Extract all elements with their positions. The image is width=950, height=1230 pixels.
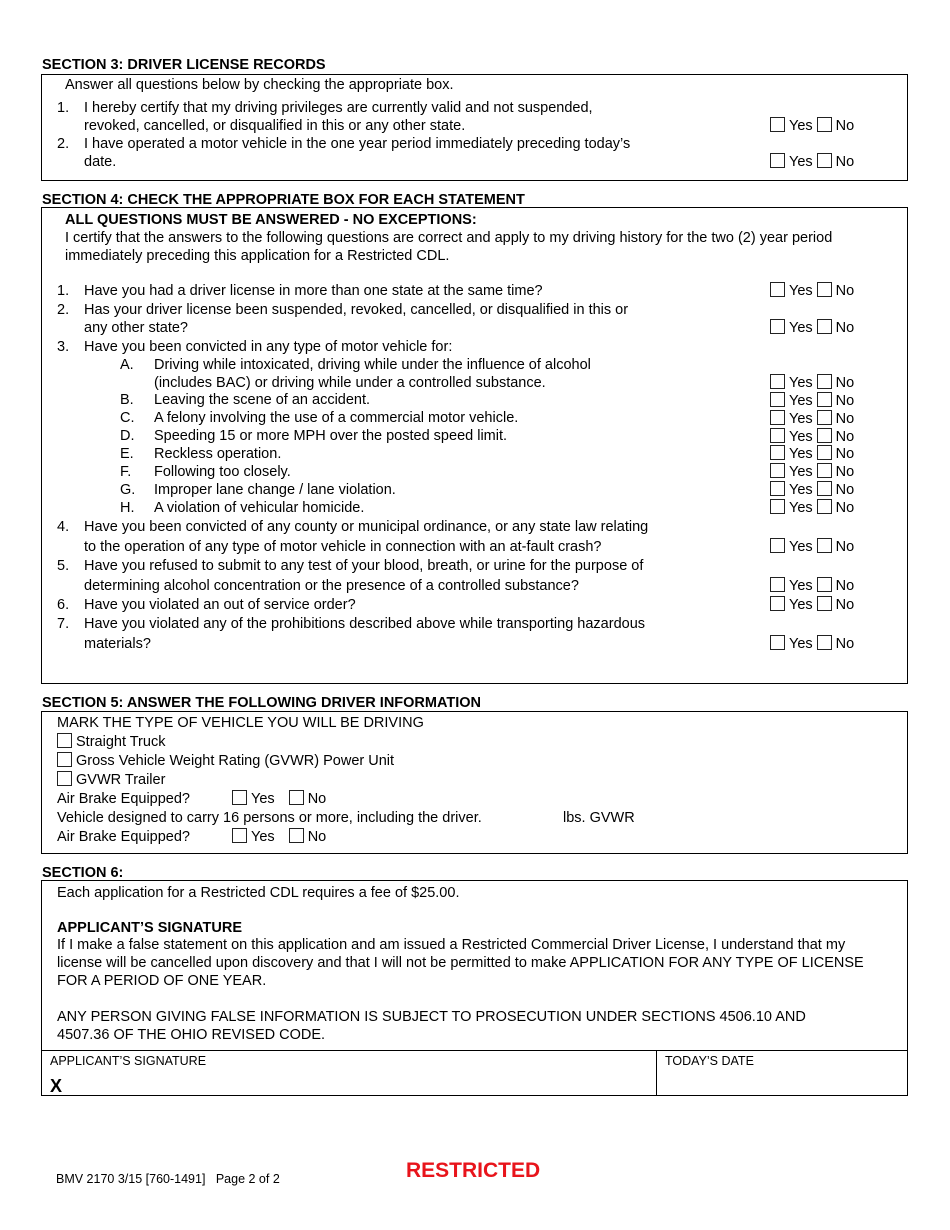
no-label: No [835, 482, 855, 498]
s4-q6-answer [770, 596, 858, 614]
yes-label: Yes [251, 791, 275, 807]
no-label: No [307, 791, 327, 807]
date-field[interactable] [660, 1068, 906, 1094]
yes-label: Yes [251, 829, 275, 845]
false-statement-line2: license will be cancelled upon discovery and that I will not be permitted to make APPLICATION FOR ANY TYPE OF LICENSE [57, 955, 864, 971]
s3-q1-line1: I hereby certify that my driving privileges are currently valid and not suspended, [84, 100, 593, 116]
no-checkbox[interactable] [817, 596, 832, 611]
no-label: No [835, 411, 855, 427]
yes-checkbox[interactable] [770, 374, 785, 389]
yes-checkbox[interactable] [770, 428, 785, 443]
no-checkbox[interactable] [817, 538, 832, 553]
prosecution-warning-line1: ANY PERSON GIVING FALSE INFORMATION IS SUBJECT TO PROSECUTION UNDER SECTIONS 4506.10 AND [57, 1009, 806, 1025]
s4-q2-answer [770, 319, 858, 337]
s4-q3-sub-letter: C. [120, 410, 135, 426]
yes-checkbox[interactable] [232, 828, 247, 843]
yes-checkbox[interactable] [770, 596, 785, 611]
no-label: No [307, 829, 327, 845]
no-label: No [835, 118, 855, 134]
no-label: No [835, 283, 855, 299]
section4-certify-line1: I certify that the answers to the following questions are correct and apply to my driving history for the two (2) year period [65, 230, 833, 246]
s4-q3f-answer [770, 463, 858, 481]
no-label: No [835, 500, 855, 516]
section4-title: SECTION 4: CHECK THE APPROPRIATE BOX FOR EACH STATEMENT [42, 192, 525, 208]
no-label: No [835, 636, 855, 652]
yes-label: Yes [789, 482, 813, 498]
yes-checkbox[interactable] [770, 463, 785, 478]
no-label: No [835, 578, 855, 594]
section6-title: SECTION 6: [42, 865, 124, 881]
false-statement-line1: If I make a false statement on this application and am issued a Restricted Commercial Driver License, I understand that my [57, 937, 846, 953]
yes-label: Yes [789, 500, 813, 516]
yes-label: Yes [789, 429, 813, 445]
yes-label: Yes [789, 636, 813, 652]
no-checkbox[interactable] [817, 481, 832, 496]
s4-q6-number: 6. [57, 597, 70, 613]
section4-heading: ALL QUESTIONS MUST BE ANSWERED - NO EXCEPTIONS: [65, 212, 477, 228]
lbs-gvwr-label: lbs. GVWR [563, 810, 635, 826]
yes-label: Yes [789, 375, 813, 391]
s4-q3-sub-letter: G. [120, 482, 136, 498]
gvwr-power-unit-checkbox[interactable] [57, 752, 72, 767]
yes-checkbox[interactable] [770, 282, 785, 297]
no-checkbox[interactable] [289, 828, 304, 843]
yes-checkbox[interactable] [770, 538, 785, 553]
straight-truck-label: Straight Truck [76, 734, 166, 750]
s4-q3-sub-letter: E. [120, 446, 134, 462]
no-label: No [835, 464, 855, 480]
yes-checkbox[interactable] [770, 319, 785, 334]
air-brake-label: Air Brake Equipped? [57, 791, 190, 807]
gvwr-power-unit-label: Gross Vehicle Weight Rating (GVWR) Power Unit [76, 753, 395, 769]
yes-label: Yes [789, 118, 813, 134]
s4-q3-sub-text: Reckless operation. [154, 446, 282, 462]
no-checkbox[interactable] [289, 790, 304, 805]
no-checkbox[interactable] [817, 635, 832, 650]
s3-q1-answer [770, 117, 858, 135]
yes-label: Yes [789, 539, 813, 555]
s4-q3-sub-letter: D. [120, 428, 135, 444]
air-brake-answer-1 [232, 790, 326, 808]
yes-checkbox[interactable] [770, 153, 785, 168]
s4-q3-sub-text: Leaving the scene of an accident. [154, 392, 371, 408]
s4-q3-sub-letter: F. [120, 464, 132, 480]
no-checkbox[interactable] [817, 499, 832, 514]
s4-q7-line1: Have you violated any of the prohibitions described above while transporting hazardous [84, 616, 646, 632]
no-checkbox[interactable] [817, 463, 832, 478]
s4-q3-sub-letter: H. [120, 500, 135, 516]
no-checkbox[interactable] [817, 117, 832, 132]
signature-field-label: APPLICANT’S SIGNATURE [50, 1054, 207, 1068]
s4-q4-line2: to the operation of any type of motor vehicle in connection with an at-fault crash? [84, 539, 602, 555]
s4-q3b-answer [770, 392, 858, 410]
s4-q5-line1: Have you refused to submit to any test of your blood, breath, or urine for the purpose of [84, 558, 644, 574]
no-checkbox[interactable] [817, 374, 832, 389]
no-checkbox[interactable] [817, 319, 832, 334]
s4-q3-sub-text: A violation of vehicular homicide. [154, 500, 365, 516]
s4-q4-line1: Have you been convicted of any county or municipal ordinance, or any state law relating [84, 519, 649, 535]
fee-statement: Each application for a Restricted CDL requires a fee of $25.00. [57, 885, 460, 901]
s4-q7-number: 7. [57, 616, 70, 632]
s4-q4-answer [770, 538, 858, 556]
no-checkbox[interactable] [817, 153, 832, 168]
yes-checkbox[interactable] [770, 117, 785, 132]
s4-q3-sub-letter: B. [120, 392, 134, 408]
persons-statement: Vehicle designed to carry 16 persons or more, including the driver. [57, 810, 482, 826]
yes-label: Yes [789, 597, 813, 613]
s3-q2-answer [770, 153, 858, 171]
yes-checkbox[interactable] [770, 392, 785, 407]
s4-q3h-answer [770, 499, 858, 517]
s4-q3-sub-text: A felony involving the use of a commercial motor vehicle. [154, 410, 519, 426]
s4-q4-number: 4. [57, 519, 70, 535]
s4-q3-number: 3. [57, 339, 70, 355]
section3-title: SECTION 3: DRIVER LICENSE RECORDS [42, 57, 326, 73]
restricted-stamp: RESTRICTED [406, 1159, 541, 1182]
no-checkbox[interactable] [817, 392, 832, 407]
no-label: No [835, 446, 855, 462]
signature-date-divider [656, 1050, 657, 1096]
s3-q2-number: 2. [57, 136, 70, 152]
s4-q3g-answer [770, 481, 858, 499]
yes-label: Yes [789, 393, 813, 409]
s4-q5-number: 5. [57, 558, 70, 574]
s4-q3c-answer [770, 410, 858, 428]
yes-checkbox[interactable] [770, 635, 785, 650]
prosecution-warning-line2: 4507.36 OF THE OHIO REVISED CODE. [57, 1027, 326, 1043]
yes-label: Yes [789, 411, 813, 427]
false-statement-line3: FOR A PERIOD OF ONE YEAR. [57, 973, 267, 989]
s3-q1-line2: revoked, cancelled, or disqualified in this or any other state. [84, 118, 466, 134]
s4-q3-sub-text: Driving while intoxicated, driving while under the influence of alcohol [154, 357, 591, 373]
no-label: No [835, 320, 855, 336]
straight-truck-checkbox[interactable] [57, 733, 72, 748]
yes-checkbox[interactable] [770, 481, 785, 496]
section4-certify-line2: immediately preceding this application for a Restricted CDL. [65, 248, 450, 264]
s3-q1-number: 1. [57, 100, 70, 116]
s4-q1-answer [770, 282, 858, 300]
s4-q3a-answer [770, 374, 858, 392]
yes-checkbox[interactable] [770, 410, 785, 425]
s3-q2-line2: date. [84, 154, 117, 170]
yes-label: Yes [789, 446, 813, 462]
no-label: No [835, 375, 855, 391]
s4-q3e-answer [770, 445, 858, 463]
straight-truck-option [57, 733, 165, 751]
s4-q7-answer [770, 635, 858, 653]
form-id: BMV 2170 3/15 [760-1491] Page 2 of 2 [56, 1172, 280, 1186]
yes-checkbox[interactable] [770, 445, 785, 460]
s4-q2-line1: Has your driver license been suspended, revoked, cancelled, or disqualified in this or [84, 302, 629, 318]
s4-q3-sub-text: Speeding 15 or more MPH over the posted speed limit. [154, 428, 508, 444]
s4-q2-number: 2. [57, 302, 70, 318]
section3-instruction: Answer all questions below by checking the appropriate box. [65, 77, 454, 93]
no-checkbox[interactable] [817, 445, 832, 460]
s4-q3d-answer [770, 428, 858, 446]
no-label: No [835, 539, 855, 555]
yes-label: Yes [789, 154, 813, 170]
no-label: No [835, 154, 855, 170]
yes-checkbox[interactable] [770, 499, 785, 514]
no-checkbox[interactable] [817, 577, 832, 592]
gvwr-power-unit-option [57, 752, 394, 770]
signature-x-mark: X [50, 1076, 63, 1096]
section5-heading: MARK THE TYPE OF VEHICLE YOU WILL BE DRIVING [57, 715, 424, 731]
yes-label: Yes [789, 464, 813, 480]
no-label: No [835, 429, 855, 445]
yes-label: Yes [789, 578, 813, 594]
no-label: No [835, 393, 855, 409]
applicant-signature-heading: APPLICANT’S SIGNATURE [57, 920, 243, 936]
no-checkbox[interactable] [817, 282, 832, 297]
gvwr-trailer-label: GVWR Trailer [76, 772, 166, 788]
air-brake-label-2: Air Brake Equipped? [57, 829, 190, 845]
no-checkbox[interactable] [817, 410, 832, 425]
no-checkbox[interactable] [817, 428, 832, 443]
gvwr-trailer-option [57, 771, 165, 789]
s4-q1-number: 1. [57, 283, 70, 299]
s4-q3-sub-letter: A. [120, 357, 134, 373]
s4-q3-sub-text: (includes BAC) or driving while under a controlled substance. [154, 375, 546, 391]
section5-title: SECTION 5: ANSWER THE FOLLOWING DRIVER INFORMATION [42, 695, 482, 711]
s4-q3-text: Have you been convicted in any type of motor vehicle for: [84, 339, 453, 355]
s4-q1-text: Have you had a driver license in more than one state at the same time? [84, 283, 543, 299]
s4-q3-sub-text: Improper lane change / lane violation. [154, 482, 396, 498]
s4-q5-line2: determining alcohol concentration or the presence of a controlled substance? [84, 578, 579, 594]
signature-row-divider [41, 1050, 908, 1051]
signature-field[interactable] [44, 1068, 654, 1094]
yes-checkbox[interactable] [232, 790, 247, 805]
s3-q2-line1: I have operated a motor vehicle in the one year period immediately preceding today’s [84, 136, 631, 152]
s4-q3-sub-text: Following too closely. [154, 464, 291, 480]
date-field-label: TODAY’S DATE [665, 1054, 754, 1068]
s4-q6-text: Have you violated an out of service order? [84, 597, 356, 613]
yes-checkbox[interactable] [770, 577, 785, 592]
yes-label: Yes [789, 320, 813, 336]
yes-label: Yes [789, 283, 813, 299]
air-brake-answer-2 [232, 828, 326, 846]
s4-q7-line2: materials? [84, 636, 151, 652]
gvwr-trailer-checkbox[interactable] [57, 771, 72, 786]
s4-q2-line2: any other state? [84, 320, 188, 336]
no-label: No [835, 597, 855, 613]
s4-q5-answer [770, 577, 858, 595]
